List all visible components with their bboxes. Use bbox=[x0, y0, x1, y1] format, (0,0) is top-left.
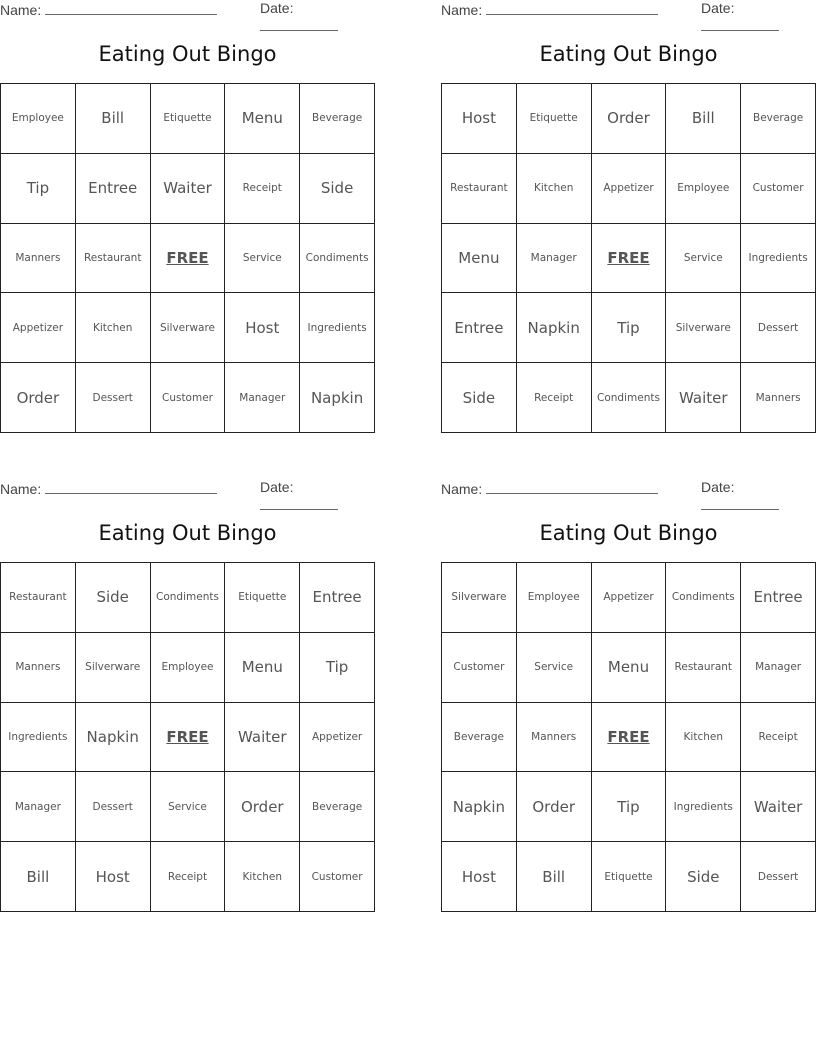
bingo-cell[interactable]: Side bbox=[666, 842, 741, 912]
bingo-cell[interactable]: Silverware bbox=[76, 633, 151, 703]
date-line bbox=[701, 495, 779, 510]
name-label: Name: bbox=[0, 2, 42, 18]
bingo-cell[interactable]: Restaurant bbox=[1, 563, 76, 633]
bingo-cell[interactable]: Receipt bbox=[517, 363, 592, 433]
name-label: Name: bbox=[441, 481, 483, 497]
bingo-cell[interactable]: Side bbox=[76, 563, 151, 633]
bingo-cell[interactable]: Waiter bbox=[151, 154, 226, 224]
bingo-grid bbox=[441, 562, 816, 912]
bingo-cell[interactable]: Condiments bbox=[300, 224, 375, 294]
name-field[interactable] bbox=[0, 479, 217, 501]
bingo-cell[interactable]: Waiter bbox=[666, 363, 741, 433]
bingo-cell[interactable]: Silverware bbox=[151, 293, 226, 363]
free-space[interactable]: FREE bbox=[151, 703, 226, 773]
bingo-cell[interactable]: Menu bbox=[225, 633, 300, 703]
name-line bbox=[486, 0, 658, 15]
date-label: Date: bbox=[701, 479, 735, 495]
bingo-cell[interactable]: Waiter bbox=[225, 703, 300, 773]
bingo-cell[interactable]: Bill bbox=[666, 84, 741, 154]
bingo-cell[interactable]: Silverware bbox=[666, 293, 741, 363]
bingo-cell[interactable]: Host bbox=[442, 84, 517, 154]
bingo-cell[interactable]: Dessert bbox=[76, 363, 151, 433]
date-line bbox=[260, 495, 338, 510]
card-title: Eating Out Bingo bbox=[98, 42, 277, 66]
bingo-cell[interactable]: Restaurant bbox=[442, 154, 517, 224]
free-space[interactable]: FREE bbox=[592, 703, 667, 773]
name-field[interactable] bbox=[0, 0, 217, 22]
bingo-cell[interactable]: Manager bbox=[1, 772, 76, 842]
date-field[interactable] bbox=[701, 0, 816, 22]
name-field[interactable] bbox=[441, 0, 658, 22]
bingo-grid bbox=[0, 83, 375, 433]
bingo-cell[interactable]: Dessert bbox=[76, 772, 151, 842]
bingo-cell[interactable]: Napkin bbox=[300, 363, 375, 433]
bingo-cell[interactable]: Bill bbox=[517, 842, 592, 912]
bingo-cell[interactable]: Ingredients bbox=[1, 703, 76, 773]
bingo-cell[interactable]: Dessert bbox=[741, 842, 816, 912]
bingo-cell[interactable]: Side bbox=[442, 363, 517, 433]
bingo-cell[interactable]: Manners bbox=[1, 224, 76, 294]
bingo-cell[interactable]: Menu bbox=[225, 84, 300, 154]
bingo-cell[interactable]: Service bbox=[151, 772, 226, 842]
bingo-cell[interactable]: Employee bbox=[666, 154, 741, 224]
bingo-cell[interactable]: Entree bbox=[300, 563, 375, 633]
bingo-cell[interactable]: Employee bbox=[1, 84, 76, 154]
bingo-cell[interactable]: Napkin bbox=[517, 293, 592, 363]
bingo-cell[interactable]: Customer bbox=[151, 363, 226, 433]
bingo-cell[interactable]: Manners bbox=[741, 363, 816, 433]
bingo-cell[interactable]: Etiquette bbox=[592, 842, 667, 912]
name-line bbox=[45, 479, 217, 494]
bingo-cell[interactable]: Appetizer bbox=[592, 563, 667, 633]
name-field[interactable] bbox=[441, 479, 658, 501]
bingo-cell[interactable]: Ingredients bbox=[300, 293, 375, 363]
bingo-cell[interactable]: Manager bbox=[225, 363, 300, 433]
free-space[interactable]: FREE bbox=[151, 224, 226, 294]
bingo-cell[interactable]: Silverware bbox=[442, 563, 517, 633]
bingo-cell[interactable]: Etiquette bbox=[151, 84, 226, 154]
bingo-cell[interactable]: Employee bbox=[517, 563, 592, 633]
bingo-cell[interactable]: Napkin bbox=[442, 772, 517, 842]
bingo-cell[interactable]: Beverage bbox=[741, 84, 816, 154]
bingo-cell[interactable]: Entree bbox=[76, 154, 151, 224]
bingo-cell[interactable]: Bill bbox=[76, 84, 151, 154]
bingo-cell[interactable]: Service bbox=[225, 224, 300, 294]
bingo-cell[interactable]: Menu bbox=[442, 224, 517, 294]
bingo-cell[interactable]: Employee bbox=[151, 633, 226, 703]
bingo-cell[interactable]: Tip bbox=[592, 293, 667, 363]
bingo-cell[interactable]: Receipt bbox=[225, 154, 300, 224]
bingo-cell[interactable]: Restaurant bbox=[666, 633, 741, 703]
bingo-cell[interactable]: Order bbox=[1, 363, 76, 433]
bingo-cell[interactable]: Service bbox=[666, 224, 741, 294]
bingo-cell[interactable]: Customer bbox=[442, 633, 517, 703]
bingo-cell[interactable]: Etiquette bbox=[225, 563, 300, 633]
bingo-cell[interactable]: Beverage bbox=[442, 703, 517, 773]
name-line bbox=[45, 0, 217, 15]
bingo-cell[interactable]: Napkin bbox=[76, 703, 151, 773]
bingo-cell[interactable]: Receipt bbox=[151, 842, 226, 912]
bingo-cell[interactable]: Service bbox=[517, 633, 592, 703]
bingo-grid bbox=[0, 562, 375, 912]
bingo-cell[interactable]: Host bbox=[76, 842, 151, 912]
bingo-cell[interactable]: Receipt bbox=[741, 703, 816, 773]
bingo-cell[interactable]: Appetizer bbox=[300, 703, 375, 773]
bingo-cell[interactable]: Kitchen bbox=[76, 293, 151, 363]
name-line bbox=[486, 479, 658, 494]
date-field[interactable] bbox=[260, 479, 375, 501]
bingo-cell[interactable]: Kitchen bbox=[666, 703, 741, 773]
bingo-cell[interactable]: Ingredients bbox=[666, 772, 741, 842]
date-field[interactable] bbox=[701, 479, 816, 501]
bingo-cell[interactable]: Host bbox=[225, 293, 300, 363]
bingo-cell[interactable]: Entree bbox=[741, 563, 816, 633]
bingo-cell[interactable]: Waiter bbox=[741, 772, 816, 842]
bingo-cell[interactable]: Beverage bbox=[300, 772, 375, 842]
bingo-cell[interactable]: Manager bbox=[741, 633, 816, 703]
bingo-cell[interactable]: Ingredients bbox=[741, 224, 816, 294]
name-label: Name: bbox=[441, 2, 483, 18]
bingo-cell[interactable]: Order bbox=[592, 84, 667, 154]
bingo-cell[interactable]: Tip bbox=[1, 154, 76, 224]
bingo-cell[interactable]: Manners bbox=[1, 633, 76, 703]
bingo-cell[interactable]: Entree bbox=[442, 293, 517, 363]
bingo-cell[interactable]: Beverage bbox=[300, 84, 375, 154]
bingo-cell[interactable]: Dessert bbox=[741, 293, 816, 363]
bingo-grid bbox=[441, 83, 816, 433]
date-label: Date: bbox=[260, 479, 294, 495]
bingo-cell[interactable]: Condiments bbox=[151, 563, 226, 633]
bingo-cell[interactable]: Appetizer bbox=[1, 293, 76, 363]
bingo-cell[interactable]: Tip bbox=[592, 772, 667, 842]
bingo-cell[interactable]: Etiquette bbox=[517, 84, 592, 154]
bingo-cell[interactable]: Customer bbox=[741, 154, 816, 224]
card-title: Eating Out Bingo bbox=[539, 42, 718, 66]
bingo-cell[interactable]: Host bbox=[442, 842, 517, 912]
card-title: Eating Out Bingo bbox=[539, 521, 718, 545]
bingo-cell[interactable]: Bill bbox=[1, 842, 76, 912]
date-label: Date: bbox=[701, 0, 735, 16]
bingo-cell[interactable]: Side bbox=[300, 154, 375, 224]
bingo-cell[interactable]: Tip bbox=[300, 633, 375, 703]
bingo-cell[interactable]: Condiments bbox=[592, 363, 667, 433]
date-line bbox=[701, 16, 779, 31]
bingo-cell[interactable]: Order bbox=[517, 772, 592, 842]
bingo-cell[interactable]: Kitchen bbox=[225, 842, 300, 912]
name-label: Name: bbox=[0, 481, 42, 497]
free-space[interactable]: FREE bbox=[592, 224, 667, 294]
bingo-cell[interactable]: Kitchen bbox=[517, 154, 592, 224]
card-title: Eating Out Bingo bbox=[98, 521, 277, 545]
bingo-cell[interactable]: Menu bbox=[592, 633, 667, 703]
bingo-cell[interactable]: Appetizer bbox=[592, 154, 667, 224]
bingo-cell[interactable]: Order bbox=[225, 772, 300, 842]
bingo-cell[interactable]: Manners bbox=[517, 703, 592, 773]
bingo-cell[interactable]: Customer bbox=[300, 842, 375, 912]
date-field[interactable] bbox=[260, 0, 375, 22]
bingo-cell[interactable]: Restaurant bbox=[76, 224, 151, 294]
date-label: Date: bbox=[260, 0, 294, 16]
bingo-cell[interactable]: Manager bbox=[517, 224, 592, 294]
date-line bbox=[260, 16, 338, 31]
bingo-cell[interactable]: Condiments bbox=[666, 563, 741, 633]
